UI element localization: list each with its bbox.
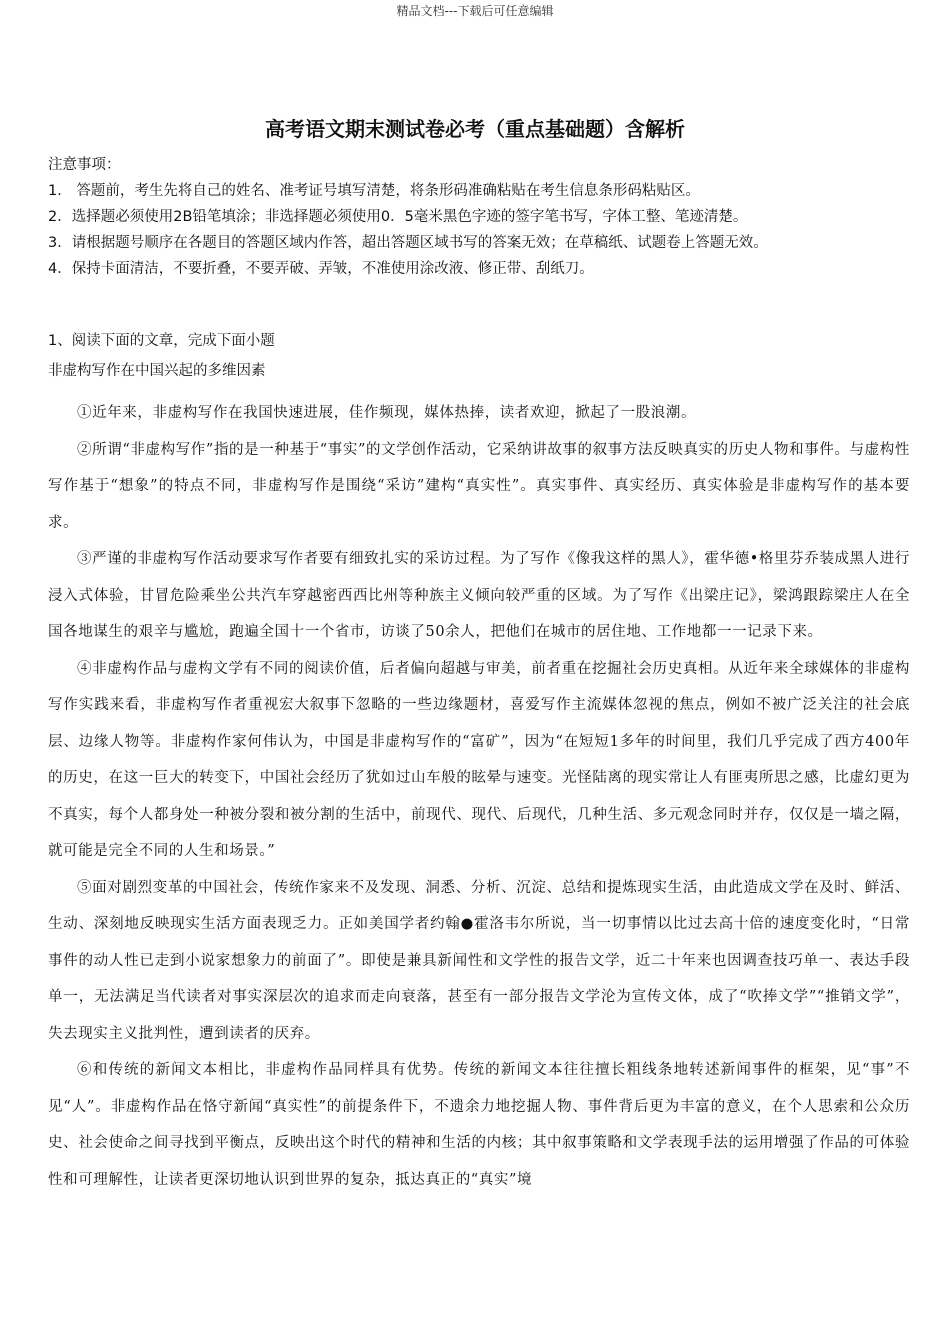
question-intro: 1、阅读下面的文章，完成下面小题	[48, 333, 275, 349]
article-paragraph: ③严谨的非虚构写作活动要求写作者要有细致扎实的采访过程。为了写作《像我这样的黑人》，霍华德•格里芬乔装成黑人进行浸入式体验，甘冒危险乘坐公共汽车穿越密西西比州等种族主义倾向较严重的区域。为了写作《出梁庄记》，梁鸿跟踪梁庄人在全国各地谋生的艰辛与尴尬，跑遍全国十一个省市，访谈了50余人，把他们在城市的居住地、工作地都一一记录下来。	[48, 551, 910, 640]
article-paragraph: ②所谓“非虚构写作”指的是一种基于“事实”的文学创作活动，它采纳讲故事的叙事方法反映真实的历史人物和事件。与虚构性写作基于“想象”的特点不同，非虚构写作是围绕“采访”建构“真实性”。真实事件、真实经历、真实体验是非虚构写作的基本要求。	[48, 441, 910, 531]
notice-item: 3．请根据题号顺序在各题目的答题区域内作答，超出答题区域书写的答案无效；在草稿纸、试题卷上答题无效。	[48, 235, 768, 251]
notice-item: 4．保持卡面清洁，不要折叠，不要弄破、弄皱，不准使用涂改液、修正带、刮纸刀。	[48, 261, 594, 277]
notice-item: 2．选择题必须使用2B铅笔填涂；非选择题必须使用0．5毫米黑色字迹的签字笔书写，字体工整、笔迹清楚。	[48, 209, 748, 225]
notice-heading: 注意事项：	[48, 157, 121, 173]
page-header: 精品文档---下载后可任意编辑	[396, 4, 554, 18]
notice-item: 1． 答题前，考生先将自己的姓名、准考证号填写清楚，将条形码准确粘贴在考生信息条形码粘贴区。	[48, 183, 700, 199]
article-paragraph: ④非虚构作品与虚构文学有不同的阅读价值，后者偏向超越与审美，前者重在挖掘社会历史真相。从近年来全球媒体的非虚构写作实践来看，非虚构写作者重视宏大叙事下忽略的一些边缘题材，喜爱写作主流媒体忽视的焦点，例如不被广泛关注的社会底层、边缘人物等。非虚构作家何伟认为，中国是非虚构写作的“富矿”，因为“在短短1多年的时间里，我们几乎完成了西方400年的历史，在这一巨大的转变下，中国社会经历了犹如过山车般的眩晕与速变。光怪陆离的现实常让人有匪夷所思之感，比虚幻更为不真实，每个人都身处一种被分裂和被分割的生活中，前现代、现代、后现代，几种生活、多元观念同时并存，仅仅是一墙之隔，就可能是完全不同的人生和场景。”	[48, 660, 910, 859]
article-paragraph: ⑥和传统的新闻文本相比，非虚构作品同样具有优势。传统的新闻文本往往擅长粗线条地转述新闻事件的框架，见“事”不见“人”。非虚构作品在恪守新闻“真实性”的前提条件下，不遗余力地挖掘人物、事件背后更为丰富的意义，在个人思索和公众历史、社会使命之间寻找到平衡点，反映出这个时代的精神和生活的内核；其中叙事策略和文学表现手法的运用增强了作品的可体验性和可理解性，让读者更深切地认识到世界的复杂，抵达真正的“真实”境	[48, 1062, 910, 1188]
article-title: 非虚构写作在中国兴起的多维因素	[48, 363, 266, 379]
notice-section	[48, 152, 918, 282]
page-title: 高考语文期末测试卷必考（重点基础题）含解析	[265, 117, 685, 141]
article-paragraph: ①近年来，非虚构写作在我国快速进展，佳作频现，媒体热捧，读者欢迎，掀起了一股浪潮。	[77, 405, 697, 421]
article-body	[48, 395, 910, 1198]
article-paragraph: ⑤面对剧烈变革的中国社会，传统作家来不及发现、洞悉、分析、沉淀、总结和提炼现实生活，由此造成文学在及时、鲜活、生动、深刻地反映现实生活方面表现乏力。正如美国学者约翰●霍洛韦尔所说，当一切事情以比过去高十倍的速度变化时，“日常事件的动人性已走到小说家想象力的前面了”。即使是兼具新闻性和文学性的报告文学，近二十年来也因调查技巧单一、表达手段单一，无法满足当代读者对事实深层次的追求而走向衰落，甚至有一部分报告文学沦为宣传文体，成了“吹捧文学”“推销文学”，失去现实主义批判性，遭到读者的厌弃。	[48, 879, 910, 1042]
